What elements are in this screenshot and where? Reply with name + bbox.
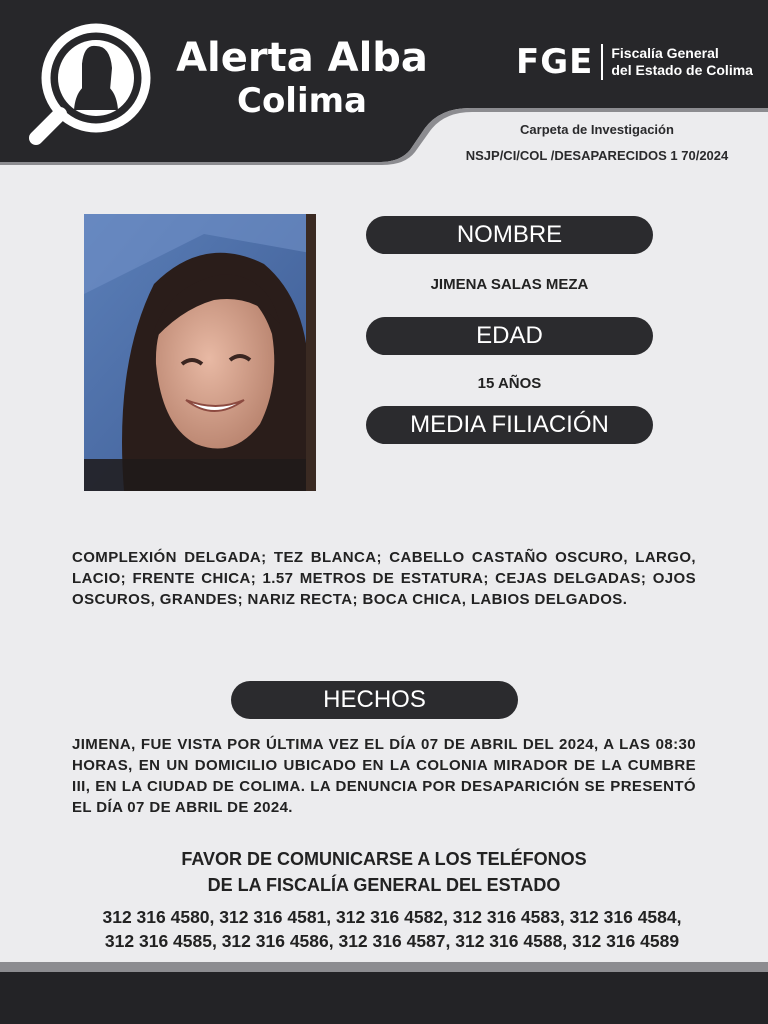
nombre-label: NOMBRE [366,216,653,254]
missing-person-photo [84,214,316,491]
contact-line1: FAVOR DE COMUNICARSE A LOS TELÉFONOS [181,849,587,869]
carpeta-number: NSJP/CI/COL /DESAPARECIDOS 1 70/2024 [465,148,729,163]
person-name: JIMENA SALAS MEZA [430,276,589,293]
physical-description: COMPLEXIÓN DELGADA; TEZ BLANCA; CABELLO CASTAÑO OSCURO, LARGO, LACIO; FRENTE CHICA; 1.57 METROS DE ESTATURA; CEJAS DELGADAS; OJOS OSCUROS, GRANDES; NARIZ RECTA; BOCA CHICA, LABIOS DELGADOS. [72,549,696,608]
phones-line2: 312 316 4585, 312 316 4586, 312 316 4587, 312 316 4588, 312 316 4589 [104,931,680,951]
carpeta-label: Carpeta de Investigación [520,122,674,137]
fge-full-name [611,45,753,79]
edad-label: EDAD [366,317,653,355]
fge-name-line2: del Estado de Colima [611,62,753,78]
alerta-alba-logo-icon [24,18,154,148]
portrait-image [84,214,316,491]
carpeta-investigacion [440,117,754,169]
contact-line2: DE LA FISCALÍA GENERAL DEL ESTADO [207,875,561,895]
phone-numbers [50,905,734,953]
footer-accent-band [0,962,768,972]
title-line2: Colima [237,81,367,121]
phones-line1: 312 316 4580, 312 316 4581, 312 316 4582, 312 316 4583, 312 316 4584, [102,907,682,927]
hechos-description: JIMENA, FUE VISTA POR ÚLTIMA VEZ EL DÍA 07 DE ABRIL DEL 2024, A LAS 08:30 HORAS, EN UN DOMICILIO UBICADO EN LA COLONIA MIRADOR DE LA CUMBRE III, EN LA CIUDAD DE COLIMA. LA DENUNCIA POR DESAPARICIÓN SE PRESENTÓ EL DÍA 07 DE ABRIL DE 2024. [72,736,696,816]
title-line1: Alerta Alba [176,35,428,81]
media-filiacion-label: MEDIA FILIACIÓN [366,406,653,444]
person-age: 15 AÑOS [477,375,542,392]
contact-instructions [60,846,708,898]
alerta-alba-title [172,35,432,121]
fge-name-line1: Fiscalía General [611,45,719,61]
fge-divider [601,44,603,80]
fge-abbr: FGE [516,42,594,82]
hechos-label: HECHOS [231,681,518,719]
fge-logo [516,42,753,82]
